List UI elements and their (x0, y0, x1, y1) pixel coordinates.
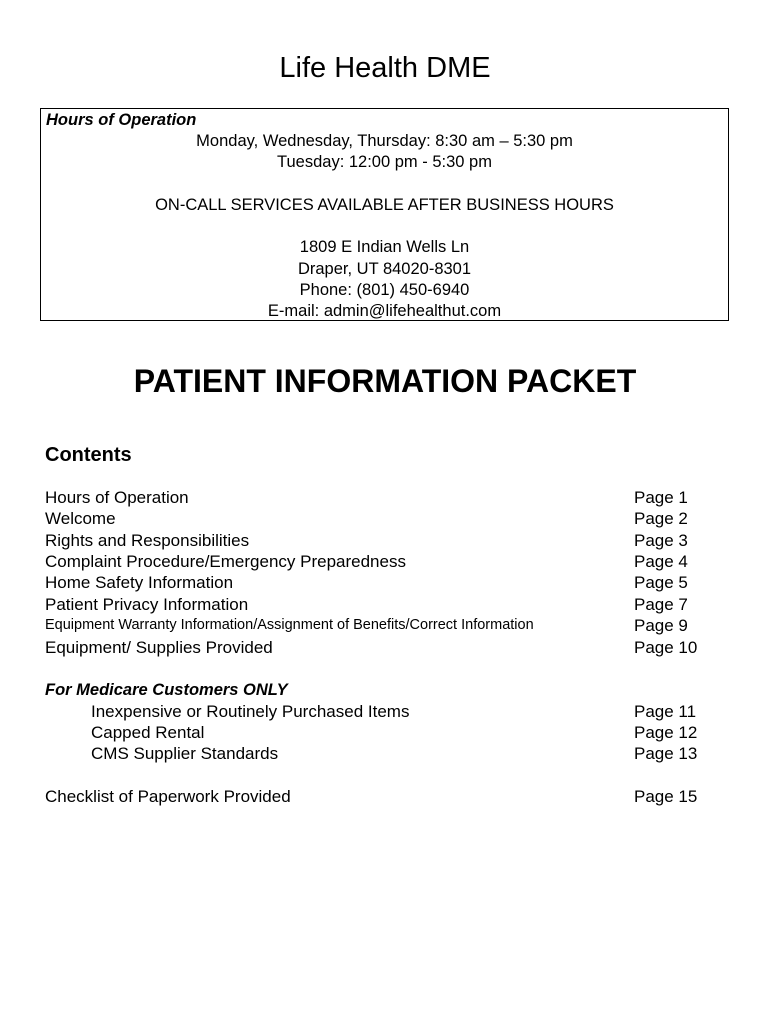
checklist-toc-item (45, 786, 745, 807)
toc-item-label: Checklist of Paperwork Provided (45, 787, 291, 806)
toc-item-label: Complaint Procedure/Emergency Preparedness (45, 552, 406, 571)
toc-item-label: Hours of Operation (45, 488, 189, 507)
toc-item (45, 637, 745, 658)
toc-item-label: Welcome (45, 509, 116, 528)
toc-item-label: CMS Supplier Standards (91, 744, 279, 763)
toc-item-label: Inexpensive or Routinely Purchased Items (91, 702, 410, 721)
medicare-toc-item (45, 743, 745, 764)
phone-number: Phone: (801) 450-6940 (299, 281, 470, 299)
toc-item (45, 615, 745, 636)
toc-item-page: Page 4 (634, 552, 688, 571)
toc-item-page: Page 12 (634, 723, 698, 742)
toc-item (45, 530, 745, 551)
toc-item-page: Page 5 (634, 573, 688, 592)
contents-heading: Contents (45, 444, 132, 466)
toc-item-page: Page 1 (634, 488, 688, 507)
address-line-1: 1809 E Indian Wells Ln (299, 238, 470, 256)
toc-item (45, 594, 745, 615)
toc-item-page: Page 3 (634, 531, 688, 550)
email-address: E-mail: admin@lifehealthut.com (267, 302, 502, 320)
toc-item-page: Page 2 (634, 509, 688, 528)
schedule-line-2: Tuesday: 12:00 pm - 5:30 pm (277, 153, 492, 171)
medicare-heading: For Medicare Customers ONLY (45, 681, 288, 699)
toc-item-label: Rights and Responsibilities (45, 531, 250, 550)
toc-item-page: Page 13 (634, 744, 698, 763)
toc-item (45, 487, 745, 508)
packet-title: PATIENT INFORMATION PACKET (133, 363, 637, 399)
on-call-notice: ON-CALL SERVICES AVAILABLE AFTER BUSINESS HOURS (155, 196, 614, 214)
toc-item-label: Home Safety Information (45, 573, 234, 592)
hours-heading: Hours of Operation (46, 111, 197, 129)
toc-item (45, 551, 745, 572)
company-title: Life Health DME (279, 52, 491, 84)
toc-item-page: Page 9 (634, 616, 688, 635)
address-line-2: Draper, UT 84020-8301 (297, 260, 472, 278)
schedule-line-1: Monday, Wednesday, Thursday: 8:30 am – 5:30 pm (196, 132, 573, 150)
toc-item-page: Page 10 (634, 638, 698, 657)
toc-item (45, 508, 745, 529)
toc-item-page: Page 7 (634, 595, 688, 614)
toc-item-page: Page 11 (634, 702, 697, 721)
toc-item-label: Patient Privacy Information (45, 595, 249, 614)
toc-item-page: Page 15 (634, 787, 698, 806)
toc-item-label: Equipment/ Supplies Provided (45, 638, 273, 657)
medicare-toc-item (45, 722, 745, 743)
toc-item-label: Capped Rental (91, 723, 205, 742)
toc-item-label: Equipment Warranty Information/Assignment of Benefits/Correct Information (45, 617, 534, 633)
toc-item (45, 572, 745, 593)
medicare-toc-item (45, 701, 745, 722)
hours-of-operation-box (40, 108, 729, 321)
